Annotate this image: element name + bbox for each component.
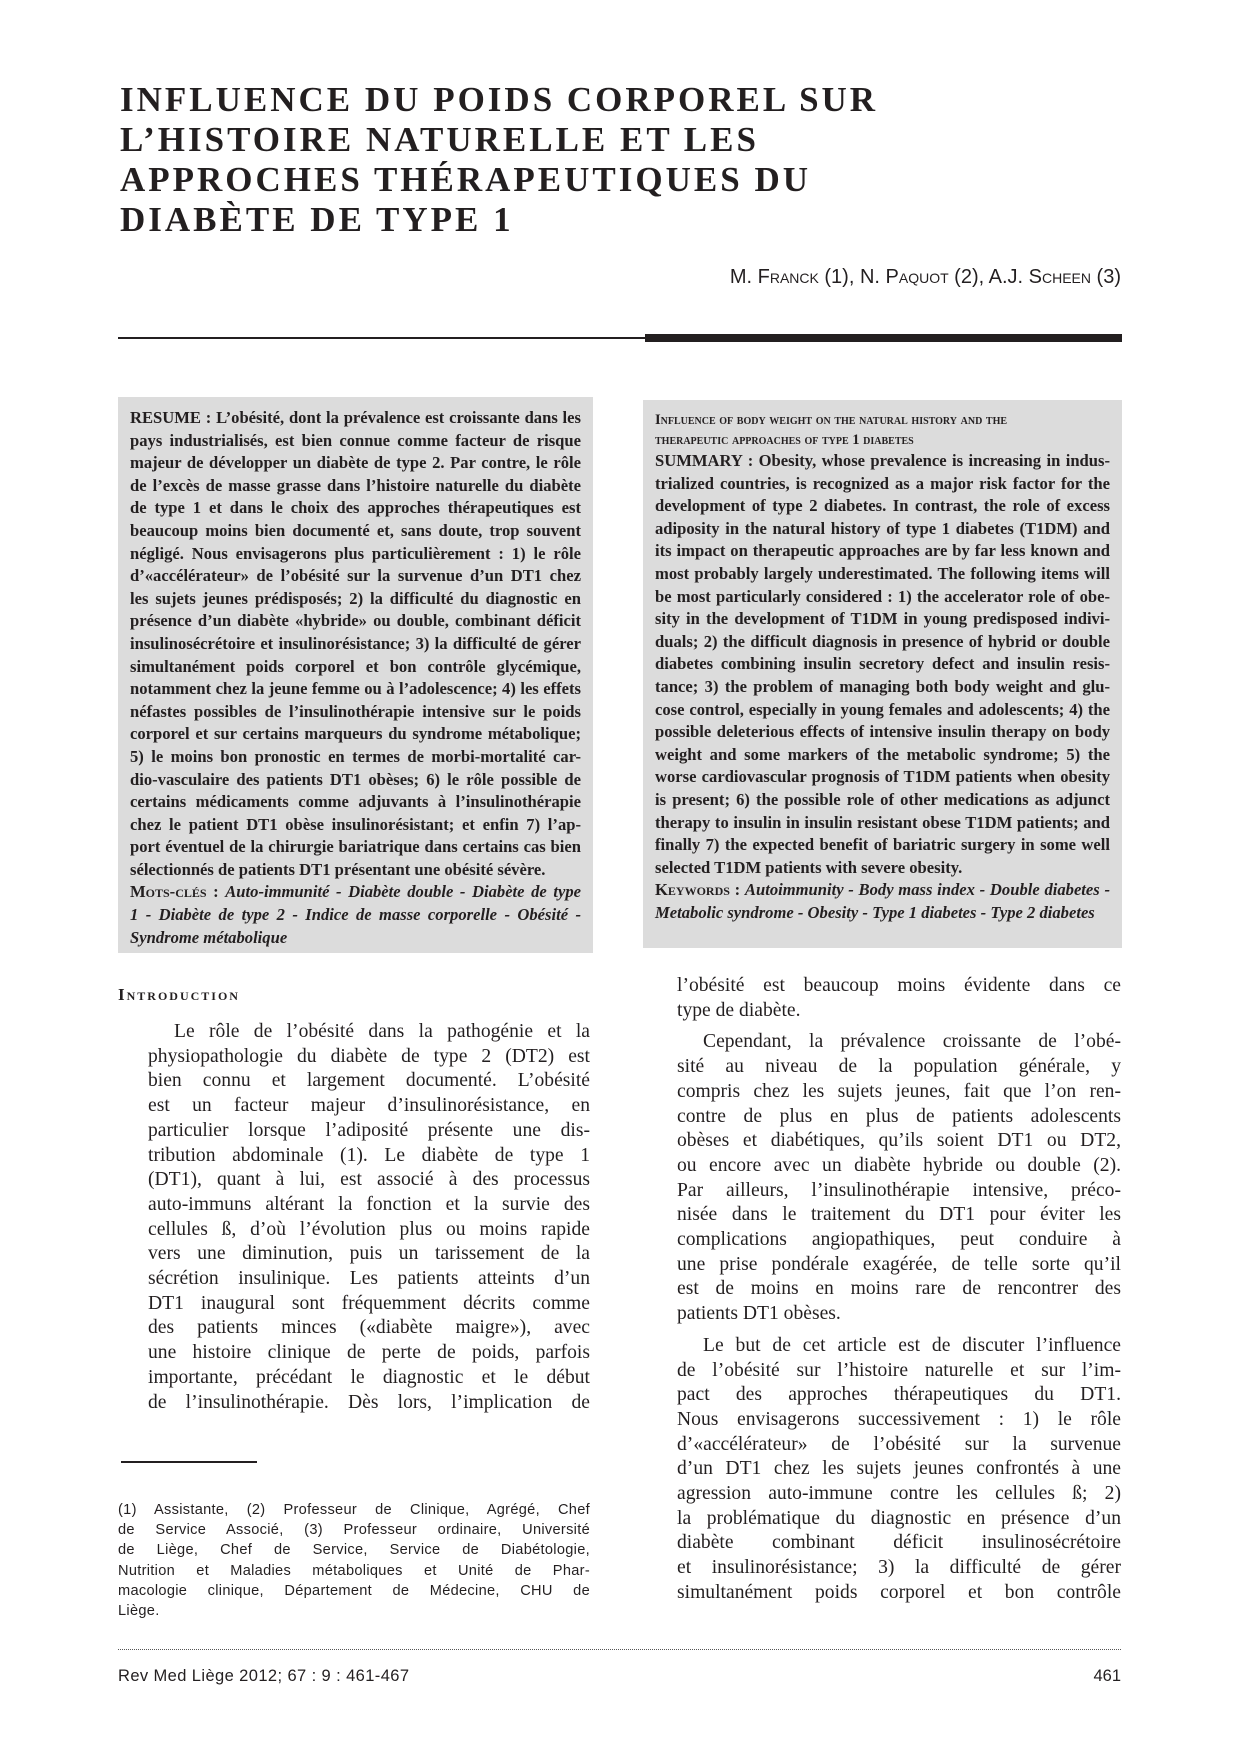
text-line: diabète combinant déficit insulinosécrétoire <box>677 1532 1121 1554</box>
text-line: be most particularly considered : 1) the accelerator role of obe- <box>655 586 1110 606</box>
text-line: négligé. Nous envisagerons plus particulièrement : 1) le rôle <box>130 543 581 563</box>
text-line: une prise pondérale exagérée, de telle sorte qu’il <box>677 1253 1121 1275</box>
keywords-text: Autoimmunity - Body mass index - Double diabetes - <box>744 880 1110 900</box>
text-line: APPROCHES THÉRAPEUTIQUES DU <box>120 160 812 199</box>
text-line: notamment chez la jeune femme ou à l’adolescence; 4) les effets <box>130 679 581 699</box>
text-line: L’HISTOIRE NATURELLE ET LES <box>120 120 759 159</box>
text-line: l’obésité est beaucoup moins évidente dans ce <box>677 975 1121 996</box>
abstract-text <box>130 407 581 881</box>
text-line: insulinosécrétoire et insulinorésistance; 3) la difficulté de gérer <box>130 633 581 653</box>
text-line: auto-immuns altérant la fonction et la survie des <box>148 1193 590 1215</box>
abstract-english <box>643 400 1122 948</box>
text-line: compris chez les sujets jeunes, fait que l’on ren- <box>677 1080 1121 1102</box>
keywords-text: 1 - Diabète de type 2 - Indice de masse corporelle - Obésité - <box>130 905 581 925</box>
text-line: une histoire clinique de perte de poids, parfois <box>148 1342 590 1364</box>
text-line: most probably largely underestimated. The following items will <box>655 563 1110 583</box>
keywords-line <box>130 881 581 904</box>
keywords-label: Mots-clés : <box>130 882 226 902</box>
text-line: (1) Assistante, (2) Professeur de Clinique, Agrégé, Chef <box>118 1502 590 1518</box>
text-line: DT1 inaugural sont fréquemment décrits comme <box>148 1292 590 1314</box>
text-line: de Service Associé, (3) Professeur ordinaire, Université <box>118 1522 590 1539</box>
text-line: d’«accélérateur» de l’obésité sur la survenue <box>677 1433 1121 1455</box>
text-line: néfastes possibles de l’insulinothérapie intensive sur le poids <box>130 701 581 721</box>
text-line: trialized countries, is recognized as a major risk factor for the <box>655 473 1110 493</box>
text-line: est de moins en moins rare de rencontrer des <box>677 1278 1121 1300</box>
text-line: la problématique du diagnostic en présence d’un <box>677 1507 1121 1529</box>
keywords-line <box>130 904 581 927</box>
text-line: physiopathologie du diabète de type 2 (DT2) est <box>148 1045 590 1067</box>
text-line: its impact on therapeutic approaches are by far less known and <box>655 541 1110 561</box>
abstract-french <box>118 397 593 953</box>
text-line: tribution abdominale (1). Le diabète de type 1 <box>148 1144 590 1166</box>
text-line: bien connu et largement documenté. L’obésité <box>148 1070 590 1092</box>
text-line: macologie clinique, Département de Médecine, CHU de <box>118 1582 590 1599</box>
text-line: Influence of body weight on the natural history and the <box>655 412 1008 428</box>
text-line: is present; 6) the possible role of other medications as adjunct <box>655 789 1110 809</box>
keywords-line <box>655 879 1110 902</box>
text-line: simultanément poids corporel et bon contrôle <box>677 1581 1121 1603</box>
text-line: simultanément poids corporel et bon contrôle glycémique, <box>130 656 581 676</box>
abstract-text <box>655 450 1110 879</box>
text-line: sity in the development of T1DM in young predisposed indivi- <box>655 609 1110 629</box>
text-line: sité au niveau de la population générale, y <box>677 1056 1121 1078</box>
text-line: SUMMARY : Obesity, whose prevalence is increasing in indus- <box>655 451 1110 470</box>
keywords-text: Metabolic syndrome - Obesity - Type 1 diabetes - Type 2 diabetes <box>655 902 1095 922</box>
text-line: DIABÈTE DE TYPE 1 <box>120 200 514 239</box>
keywords-label: Keywords : <box>655 880 745 900</box>
text-line: des patients minces («diabète maigre»), avec <box>148 1317 590 1339</box>
text-line: d’«accélérateur» de l’obésité sur la survenue d’un DT1 chez <box>130 566 581 586</box>
header-rule-thick <box>645 334 1122 342</box>
paragraph <box>677 1334 1121 1606</box>
text-line: de l’obésité sur l’histoire naturelle et sur l’im- <box>677 1359 1121 1381</box>
text-line: therapy to insulin in insulin resistant obese T1DM patients; and <box>655 812 1110 832</box>
english-title <box>655 410 1110 450</box>
keywords <box>130 881 581 949</box>
text-line: Par ailleurs, l’insulinothérapie intensive, préco- <box>677 1179 1121 1201</box>
text-line: duals; 2) the difficult diagnosis in presence of hybrid or double <box>655 631 1110 651</box>
text-line: particulier lorsque l’adiposité présente une dis- <box>148 1119 590 1141</box>
text-line: pays industrialisés, est bien connue comme facteur de risque <box>130 430 581 450</box>
text-line: type de diabète. <box>677 999 801 1021</box>
text-line: port éventuel de la chirurgie bariatrique dans certains cas bien <box>130 837 581 857</box>
text-line: de Liège, Chef de Service, Service de Diabétologie, <box>118 1542 590 1559</box>
text-line: et insulinorésistance; 3) la difficulté de gérer <box>677 1557 1121 1579</box>
text-line: obèses et diabétiques, qu’ils soient DT1 ou DT2, <box>677 1130 1121 1152</box>
paragraph <box>677 1030 1121 1326</box>
text-line: de l’insulinothérapie. Dès lors, l’implication de <box>148 1391 590 1413</box>
text-line: importante, précédant le diagnostic et le début <box>148 1366 590 1388</box>
text-line: sélectionnés de patients DT1 présentant une obésité sévère. <box>130 859 546 879</box>
keywords-text: Syndrome métabolique <box>130 927 288 947</box>
text-line: Cependant, la prévalence croissante de l’obé- <box>703 1031 1121 1053</box>
keywords-line <box>130 927 581 950</box>
keywords-line <box>655 902 1110 925</box>
text-line: worse cardiovascular prognosis of T1DM patients when obesity <box>655 767 1110 787</box>
footer-dotted-rule <box>118 1649 1121 1650</box>
text-line: chez le patient DT1 obèse insulinorésistant; et enfin 7) l’ap- <box>130 814 581 834</box>
text-line: finally 7) the expected benefit of bariatric surgery in some well <box>655 835 1110 855</box>
text-line: sécrétion insulinique. Les patients atteints d’un <box>148 1268 590 1290</box>
text-line: corporel et sur certains marqueurs du syndrome métabolique; <box>130 724 581 744</box>
section-heading-introduction: Introduction <box>118 985 240 1004</box>
paragraph <box>148 1020 590 1415</box>
text-line: RESUME : L’obésité, dont la prévalence est croissante dans les <box>130 408 581 427</box>
text-line: Le rôle de l’obésité dans la pathogénie et la <box>174 1021 590 1042</box>
text-line: beaucoup moins bien documenté et, sans doute, trop souvent <box>130 520 581 540</box>
keywords-text: Auto-immunité - Diabète double - Diabète de type <box>225 882 581 902</box>
text-line: diabetes combining insulin secretory defect and insulin resis- <box>655 654 1110 674</box>
text-line: majeur de développer un diabète de type 2. Par contre, le rôle <box>130 453 581 473</box>
footnote-affiliations <box>118 1500 590 1621</box>
text-line: cose control, especially in young females and adolescents; 4) the <box>655 699 1110 719</box>
text-line: est un facteur majeur d’insulinorésistance, en <box>148 1095 590 1117</box>
text-line: de type 1 et dans le choix des approches thérapeutiques est <box>130 498 581 518</box>
text-line: nisée dans le traitement du DT1 pour éviter les <box>677 1204 1121 1226</box>
text-line: therapeutic approaches of type 1 diabetes <box>655 432 914 448</box>
text-line: weight and some markers of the metabolic syndrome; 5) the <box>655 744 1110 764</box>
text-line: development of type 2 diabetes. In contrast, the role of excess <box>655 496 1110 516</box>
header-rule-thin <box>118 337 648 339</box>
text-line: certains médicaments comme adjuvants à l’insulinothérapie <box>130 792 581 812</box>
text-line: (DT1), quant à lui, est associé à des processus <box>148 1169 590 1191</box>
text-line: adiposity in the natural history of type 1 diabetes (T1DM) and <box>655 518 1110 538</box>
text-line: complications angiopathiques, peut conduire à <box>677 1229 1121 1251</box>
text-line: possible deleterious effects of intensive insulin therapy on body <box>655 722 1110 742</box>
text-line: dio-vasculaire des patients DT1 obèses; 6) le rôle possible de <box>130 769 581 789</box>
text-line: les sujets jeunes prédisposés; 2) la difficulté du diagnostic en <box>130 588 581 608</box>
body-column-left <box>148 1020 590 1422</box>
paragraph <box>677 974 1121 1023</box>
text-line: d’un DT1 chez les sujets jeunes confrontés à une <box>677 1458 1121 1480</box>
text-line: vers une diminution, puis un tarissement de la <box>148 1243 590 1265</box>
text-line: pact des approches thérapeutiques du DT1. <box>677 1384 1121 1406</box>
text-line: tance; 3) the problem of managing both body weight and glu- <box>655 676 1110 696</box>
article-title <box>120 80 1120 240</box>
text-line: agression auto-immune contre les cellules ß; 2) <box>677 1483 1121 1505</box>
text-line: 5) le moins bon pronostic en termes de morbi-mortalité car- <box>130 746 581 766</box>
text-line: cellules ß, d’où l’évolution plus ou moins rapide <box>148 1218 590 1240</box>
text-line: Le but de cet article est de discuter l’influence <box>703 1334 1121 1356</box>
text-line: Nous envisagerons successivement : 1) le rôle <box>677 1408 1121 1430</box>
text-line: présence d’un diabète «hybride» ou double, combinant déficit <box>130 611 581 631</box>
page-number: 461 <box>1093 1667 1121 1685</box>
text-line: INFLUENCE DU POIDS CORPOREL SUR <box>120 80 879 119</box>
body-column-right <box>677 974 1121 1613</box>
text-line: Liège. <box>118 1603 160 1620</box>
keywords <box>655 879 1110 924</box>
journal-reference: Rev Med Liège 2012; 67 : 9 : 461-467 <box>118 1667 410 1685</box>
text-line: de l’excès de masse grasse dans l’histoire naturelle du diabète <box>130 475 581 495</box>
text-line: selected T1DM patients with severe obesity. <box>655 857 963 877</box>
text-line: ou encore avec un diabète hybride ou double (2). <box>677 1154 1121 1176</box>
text-line: Nutrition et Maladies métaboliques et Unité de Phar- <box>118 1562 590 1579</box>
footnote-rule <box>121 1461 257 1463</box>
authors: M. Franck (1), N. Paquot (2), A.J. Scheen (3) <box>729 266 1121 288</box>
text-line: contre de plus en plus de patients adolescents <box>677 1105 1121 1127</box>
text-line: patients DT1 obèses. <box>677 1303 841 1325</box>
